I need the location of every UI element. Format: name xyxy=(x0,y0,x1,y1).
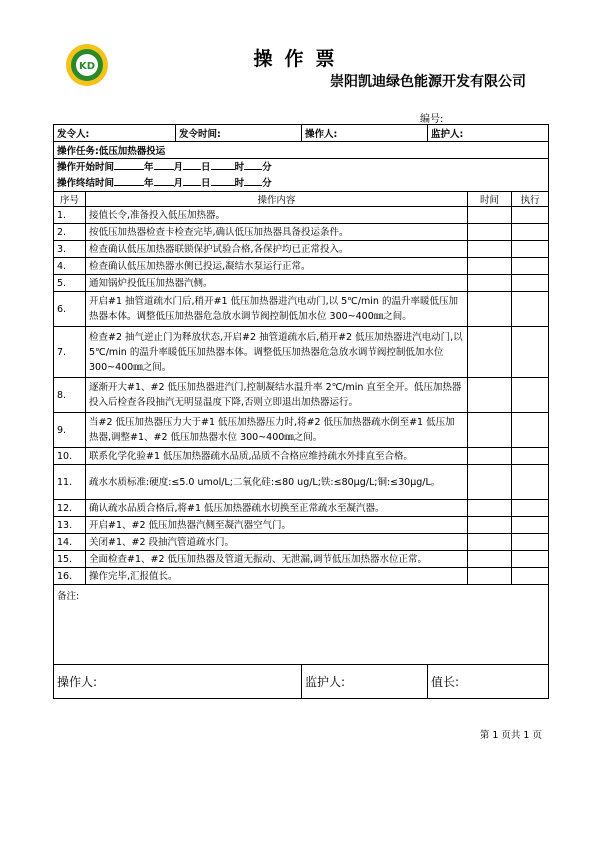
step-exec-cell[interactable] xyxy=(512,465,549,500)
table-row xyxy=(54,551,549,568)
step-content: 确认疏水品质合格后,将#1 低压加热器疏水切换至正常疏水至凝汽器。 xyxy=(86,500,468,517)
operation-ticket-table xyxy=(53,124,549,699)
issuer-field[interactable]: 发令人: xyxy=(54,125,176,142)
step-time-cell[interactable] xyxy=(468,551,512,568)
step-number: 6. xyxy=(54,292,86,327)
step-time-cell[interactable] xyxy=(468,275,512,292)
step-time-cell[interactable] xyxy=(468,327,512,378)
step-time-cell[interactable] xyxy=(468,224,512,241)
task-field: 操作任务:低压加热器投运 xyxy=(54,142,549,159)
header-info-row xyxy=(54,125,549,142)
step-exec-cell[interactable] xyxy=(512,568,549,585)
col-exec: 执行 xyxy=(512,192,549,207)
issue-time-field[interactable]: 发令时间: xyxy=(176,125,302,142)
step-content: 逐渐开大#1、#2 低压加热器进汽门,控制凝结水温升率 2℃/min 直至全开。低压加热器投入后检查各段抽汽无明显温度下降,否则立即退出加热器运行。 xyxy=(86,378,468,413)
step-exec-cell[interactable] xyxy=(512,534,549,551)
step-content: 关闭#1、#2 段抽汽管道疏水门。 xyxy=(86,534,468,551)
step-time-cell[interactable] xyxy=(468,413,512,448)
remarks-field[interactable] xyxy=(54,585,549,665)
step-number: 13. xyxy=(54,517,86,534)
step-exec-cell[interactable] xyxy=(512,258,549,275)
step-exec-cell[interactable] xyxy=(512,378,549,413)
table-row xyxy=(54,378,549,413)
step-time-cell[interactable] xyxy=(468,207,512,224)
step-content: 联系化学化验#1 低压加热器疏水品质,品质不合格应维持疏水外排直至合格。 xyxy=(86,448,468,465)
start-time-line: 操作开始时间 年 月 日 时 分 xyxy=(57,159,545,175)
table-row xyxy=(54,327,549,378)
step-exec-cell[interactable] xyxy=(512,275,549,292)
remarks-row xyxy=(54,585,549,665)
step-exec-cell[interactable] xyxy=(512,517,549,534)
logo-letters: KD xyxy=(78,61,96,72)
step-number: 12. xyxy=(54,500,86,517)
step-number: 2. xyxy=(54,224,86,241)
step-time-cell[interactable] xyxy=(468,568,512,585)
time-range-row xyxy=(54,159,549,192)
step-content: 接值长令,准备投入低压加热器。 xyxy=(86,207,468,224)
step-number: 16. xyxy=(54,568,86,585)
company-name: 崇阳凯迪绿色能源开发有限公司 xyxy=(330,74,526,90)
col-time: 时间 xyxy=(468,192,512,207)
col-content: 操作内容 xyxy=(86,192,468,207)
step-number: 10. xyxy=(54,448,86,465)
step-exec-cell[interactable] xyxy=(512,448,549,465)
step-time-cell[interactable] xyxy=(468,534,512,551)
footer-supervisor-field[interactable]: 监护人: xyxy=(302,665,428,699)
step-time-cell[interactable] xyxy=(468,465,512,500)
step-number: 9. xyxy=(54,413,86,448)
step-number: 5. xyxy=(54,275,86,292)
step-exec-cell[interactable] xyxy=(512,413,549,448)
step-exec-cell[interactable] xyxy=(512,292,549,327)
step-content: 开启#1、#2 低压加热器汽侧至凝汽器空气门。 xyxy=(86,517,468,534)
table-row xyxy=(54,292,549,327)
step-time-cell[interactable] xyxy=(468,448,512,465)
footer-operator-field[interactable]: 操作人: xyxy=(54,665,302,699)
step-number: 7. xyxy=(54,327,86,378)
step-content: 全面检查#1、#2 低压加热器及管道无振动、无泄漏,调节低压加热器水位正常。 xyxy=(86,551,468,568)
step-content: 操作完毕,汇报值长。 xyxy=(86,568,468,585)
step-exec-cell[interactable] xyxy=(512,551,549,568)
table-row xyxy=(54,534,549,551)
page-title: 操作票 xyxy=(253,48,347,70)
table-row xyxy=(54,500,549,517)
step-time-cell[interactable] xyxy=(468,500,512,517)
end-time-line: 操作终结时间 年 月 日 时 分 xyxy=(57,175,545,191)
table-row xyxy=(54,207,549,224)
table-row xyxy=(54,241,549,258)
operator-field[interactable]: 操作人: xyxy=(302,125,428,142)
table-row xyxy=(54,517,549,534)
step-time-cell[interactable] xyxy=(468,258,512,275)
step-exec-cell[interactable] xyxy=(512,224,549,241)
footer-shift-leader-field[interactable]: 值长: xyxy=(428,665,549,699)
step-exec-cell[interactable] xyxy=(512,327,549,378)
step-content: 当#2 低压加热器压力大于#1 低压加热器压力时,将#2 低压加热器疏水倒至#1 低压加热器,调整#1、#2 低压加热器水位 300~400㎜之间。 xyxy=(86,413,468,448)
step-time-cell[interactable] xyxy=(468,241,512,258)
step-number: 14. xyxy=(54,534,86,551)
step-content: 按低压加热器检查卡检查完毕,确认低压加热器具备投运条件。 xyxy=(86,224,468,241)
step-number: 4. xyxy=(54,258,86,275)
remarks-label: 备注: xyxy=(57,591,80,602)
table-row xyxy=(54,568,549,585)
step-number: 1. xyxy=(54,207,86,224)
step-content: 检查确认低压加热器水侧已投运,凝结水泵运行正常。 xyxy=(86,258,468,275)
table-row xyxy=(54,258,549,275)
step-content: 检查#2 抽气逆止门为释放状态,开启#2 抽管道疏水后,稍开#2 低压加热器进汽电动门,以 5℃/min 的温升率暖低压加热器本体。调整低压加热器危急放水调节阀控制低加水位 300~400㎜之间。 xyxy=(86,327,468,378)
step-exec-cell[interactable] xyxy=(512,241,549,258)
time-range-field[interactable] xyxy=(54,159,549,192)
step-exec-cell[interactable] xyxy=(512,207,549,224)
step-content: 疏水水质标准:硬度:≤5.0 umol/L;二氧化硅:≤80 ug/L;铁:≤80μg/L;铜:≤30μg/L。 xyxy=(86,465,468,500)
step-exec-cell[interactable] xyxy=(512,500,549,517)
table-row xyxy=(54,413,549,448)
step-number: 15. xyxy=(54,551,86,568)
task-row xyxy=(54,142,549,159)
table-row xyxy=(54,224,549,241)
doc-number-label: 编号: xyxy=(420,114,444,125)
step-time-cell[interactable] xyxy=(468,292,512,327)
table-row xyxy=(54,275,549,292)
col-seq: 序号 xyxy=(54,192,86,207)
step-number: 11. xyxy=(54,465,86,500)
step-time-cell[interactable] xyxy=(468,517,512,534)
step-number: 3. xyxy=(54,241,86,258)
page-number: 第 1 页共 1 页 xyxy=(479,730,542,741)
step-content: 检查确认低压加热器联锁保护试验合格,各保护均已正常投入。 xyxy=(86,241,468,258)
step-content: 通知锅炉投低压加热器汽侧。 xyxy=(86,275,468,292)
column-header-row xyxy=(54,192,549,207)
step-content: 开启#1 抽管道疏水门后,稍开#1 低压加热器进汽电动门,以 5℃/min 的温升率暖低压加热器本体。调整低压加热器危急放水调节阀控制低加水位 300~400㎜之间。 xyxy=(86,292,468,327)
step-number: 8. xyxy=(54,378,86,413)
table-row xyxy=(54,465,549,500)
table-row xyxy=(54,448,549,465)
step-time-cell[interactable] xyxy=(468,378,512,413)
supervisor-field[interactable]: 监护人: xyxy=(428,125,549,142)
signature-row xyxy=(54,665,549,699)
